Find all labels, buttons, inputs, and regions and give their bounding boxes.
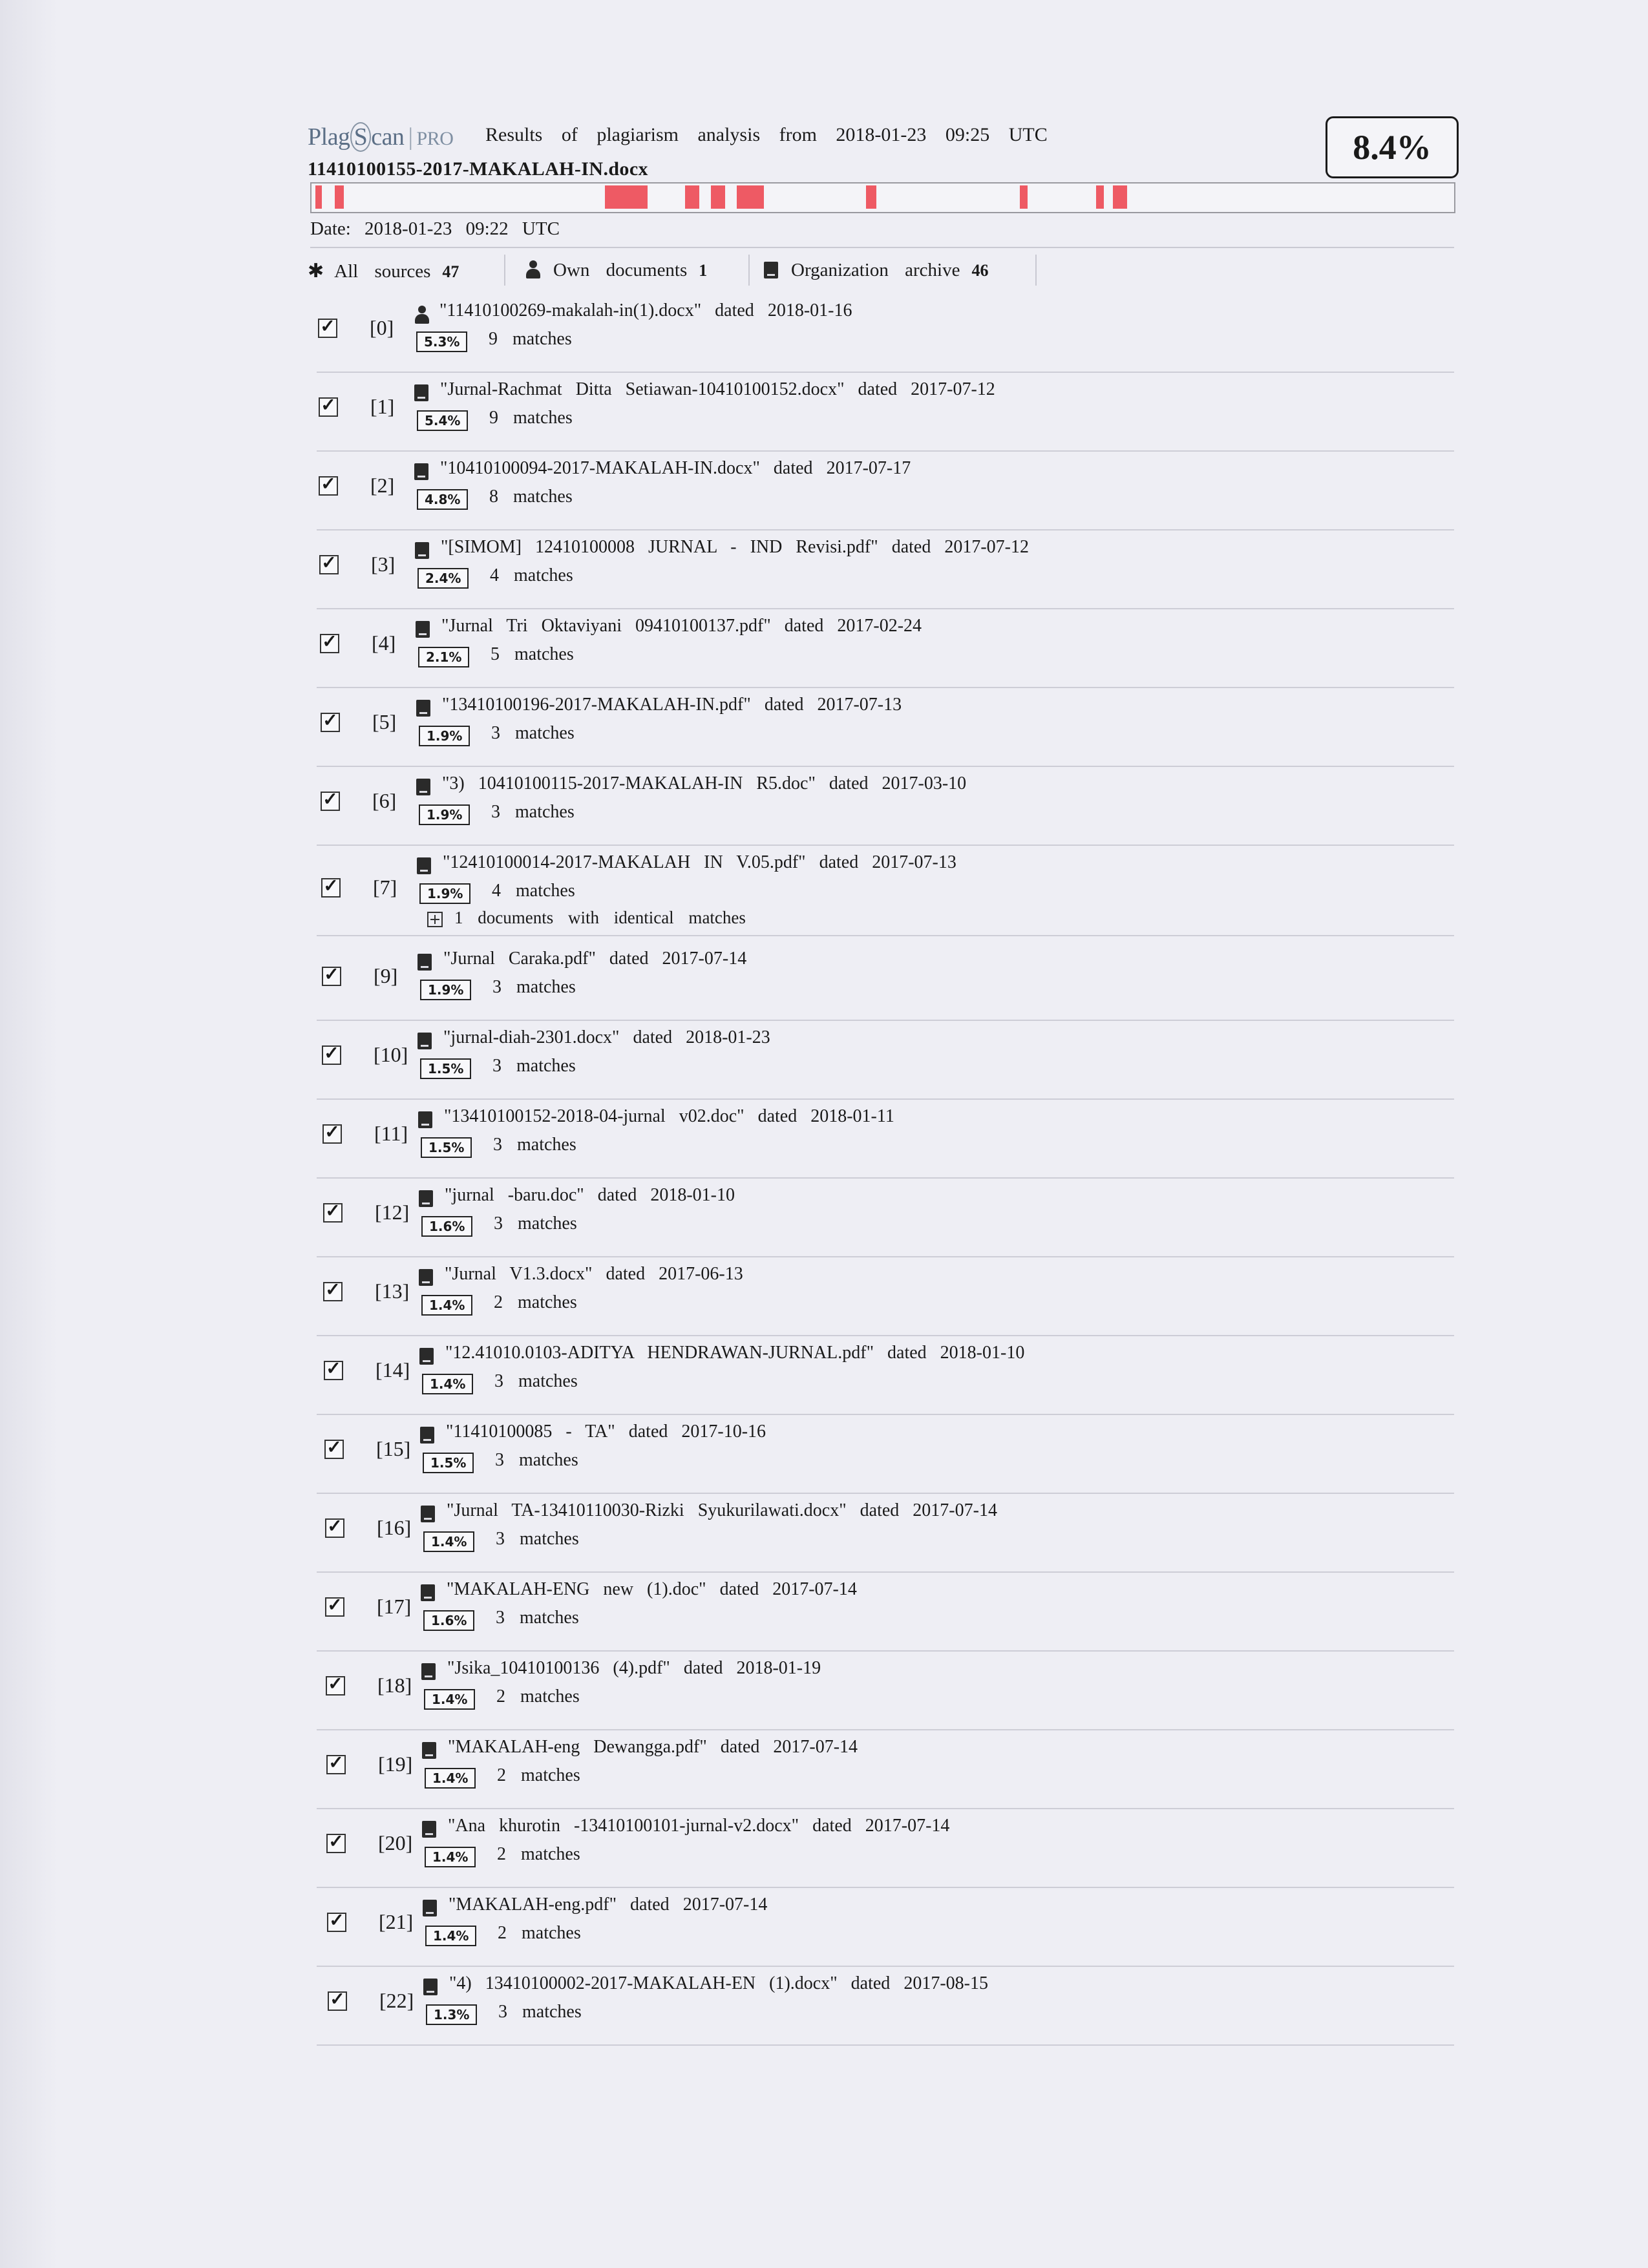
archive-icon [416, 700, 430, 717]
source-title[interactable]: "Ana khurotin -13410100101-jurnal-v2.docx" [448, 1816, 799, 1836]
source-index: [10] [374, 1043, 408, 1066]
match-segment [737, 185, 764, 209]
source-index: [1] [370, 395, 395, 418]
source-title-line[interactable] [448, 1816, 949, 1836]
source-percentage-badge: 1.3% [426, 2004, 477, 2025]
source-index: [5] [372, 710, 397, 733]
source-date: 2017-07-14 [913, 1500, 997, 1520]
source-title[interactable]: "12.41010.0103-ADITYA HENDRAWAN-JURNAL.pdf" [445, 1343, 874, 1363]
dated-label: dated [850, 1973, 891, 1993]
source-index: [12] [375, 1201, 410, 1224]
source-checkbox[interactable]: ✓ [322, 967, 341, 986]
archive-icon [419, 1269, 433, 1286]
source-percentage-badge: 1.4% [424, 1689, 475, 1710]
plagiarism-score: 8.4% [1326, 116, 1459, 178]
source-title[interactable]: "[SIMOM] 12410100008 JURNAL - IND Revisi.pdf" [441, 537, 878, 557]
source-row[interactable] [310, 1415, 1454, 1494]
source-title-line[interactable] [444, 1106, 894, 1127]
source-title[interactable]: "Jurnal TA-13410110030-Rizki Syukurilawati.docx" [447, 1500, 847, 1520]
source-title-line[interactable] [439, 300, 852, 321]
source-checkbox[interactable]: ✓ [322, 1045, 341, 1065]
archive-icon [419, 1190, 433, 1207]
dated-label: dated [683, 1658, 723, 1678]
source-index: [0] [370, 316, 394, 339]
source-match-count: 2 matches [497, 1844, 580, 1864]
source-title-line[interactable] [442, 695, 902, 715]
source-percentage-badge: 1.5% [420, 1058, 471, 1079]
source-title[interactable]: "4) 13410100002-2017-MAKALAH-EN (1).docx" [449, 1973, 838, 1993]
source-date: 2017-07-12 [944, 537, 1029, 557]
source-date: 2018-01-19 [736, 1658, 821, 1678]
source-percentage-badge: 4.8% [417, 489, 468, 510]
source-row[interactable] [310, 688, 1454, 767]
match-segment [1096, 185, 1104, 209]
source-checkbox[interactable]: ✓ [324, 1440, 344, 1459]
match-segment [335, 185, 344, 209]
match-segment [605, 185, 648, 209]
dated-label: dated [606, 1264, 646, 1284]
source-row[interactable] [310, 1573, 1454, 1652]
source-percentage-badge: 1.4% [425, 1926, 476, 1946]
source-percentage-badge: 2.1% [418, 647, 469, 667]
source-title-line[interactable] [449, 1973, 988, 1994]
source-row[interactable] [310, 452, 1454, 530]
archive-icon [422, 1821, 436, 1838]
source-title[interactable]: "3) 10410100115-2017-MAKALAH-IN R5.doc" [442, 773, 816, 793]
source-row[interactable] [310, 1021, 1454, 1100]
plagscan-logo: Plag S can | PRO [308, 123, 454, 151]
source-match-count: 3 matches [492, 1056, 576, 1076]
source-row[interactable] [310, 530, 1454, 609]
dated-label: dated [715, 300, 754, 320]
source-match-count: 3 matches [491, 802, 575, 822]
source-title-line[interactable] [448, 1737, 858, 1758]
source-date: 2017-08-15 [903, 1973, 988, 1993]
source-percentage-badge: 1.6% [423, 1610, 474, 1631]
source-match-count: 2 matches [498, 1923, 581, 1943]
filter-all-sources[interactable]: ✱ All sources 47 [308, 260, 460, 282]
dated-label: dated [887, 1343, 927, 1363]
source-percentage-badge: 1.6% [421, 1216, 472, 1237]
source-percentage-badge: 1.5% [423, 1453, 474, 1473]
source-index: [17] [377, 1595, 412, 1618]
source-index: [11] [374, 1122, 408, 1145]
archive-icon [764, 262, 778, 278]
source-checkbox[interactable]: ✓ [322, 1124, 342, 1144]
source-match-count: 3 matches [496, 1608, 579, 1628]
archive-icon [416, 779, 430, 795]
source-match-count: 2 matches [497, 1765, 580, 1785]
match-segment [1020, 185, 1028, 209]
filter-separator [1035, 255, 1037, 286]
source-row[interactable] [310, 1257, 1454, 1336]
source-percentage-badge: 1.4% [422, 1374, 473, 1394]
source-date: 2018-01-10 [650, 1185, 735, 1205]
source-date: 2017-03-10 [882, 773, 967, 793]
dated-label: dated [719, 1579, 759, 1599]
source-title[interactable]: "Jurnal Caraka.pdf" [443, 949, 596, 969]
dated-label: dated [784, 616, 824, 636]
source-percentage-badge: 5.3% [416, 331, 467, 352]
source-index: [16] [377, 1516, 412, 1539]
source-checkbox[interactable]: ✓ [321, 713, 340, 732]
source-row[interactable] [310, 767, 1454, 846]
dated-label: dated [609, 949, 649, 969]
source-title-line[interactable] [440, 379, 995, 400]
source-index: [6] [372, 789, 397, 812]
source-match-count: 5 matches [491, 644, 574, 664]
source-title[interactable]: "13410100196-2017-MAKALAH-IN.pdf" [442, 695, 751, 715]
source-index: [7] [373, 876, 397, 899]
source-row[interactable] [310, 1652, 1454, 1730]
source-row[interactable] [310, 1100, 1454, 1179]
source-title[interactable]: "11410100269-makalah-in(1).docx" [439, 300, 702, 320]
source-date: 2017-02-24 [837, 616, 922, 636]
source-date: 2017-07-14 [865, 1816, 950, 1836]
source-title-line[interactable] [440, 458, 911, 479]
source-title[interactable]: "Jurnal-Rachmat Ditta Setiawan-10410100152.docx" [440, 379, 845, 399]
source-row[interactable] [310, 1494, 1454, 1573]
source-checkbox[interactable]: ✓ [321, 792, 340, 811]
source-match-count: 3 matches [495, 1450, 578, 1470]
archive-icon [423, 1900, 437, 1916]
source-title[interactable]: "MAKALAH-ENG new (1).doc" [447, 1579, 706, 1599]
source-match-count: 4 matches [490, 565, 573, 585]
source-percentage-badge: 1.9% [419, 804, 470, 825]
source-row[interactable] [310, 609, 1454, 688]
source-match-count: 3 matches [493, 1135, 576, 1155]
row-divider [317, 935, 1454, 936]
source-date: 2017-10-16 [681, 1422, 766, 1442]
source-title[interactable]: "jurnal-diah-2301.docx" [443, 1027, 620, 1047]
source-percentage-badge: 1.4% [421, 1295, 472, 1316]
dated-label: dated [630, 1895, 670, 1915]
source-match-count: 9 matches [489, 408, 573, 428]
source-index: [19] [378, 1752, 413, 1776]
source-match-count: 3 matches [494, 1213, 577, 1234]
archive-icon [420, 1427, 434, 1444]
source-checkbox[interactable]: ✓ [319, 397, 338, 417]
source-percentage-badge: 5.4% [417, 410, 468, 431]
source-row[interactable] [310, 1336, 1454, 1415]
source-date: 2017-07-14 [682, 1895, 768, 1915]
source-row[interactable] [310, 373, 1454, 452]
source-date: 2018-01-10 [940, 1343, 1025, 1363]
source-percentage-badge: 1.9% [419, 726, 470, 746]
source-index: [15] [376, 1437, 411, 1460]
source-match-count: 4 matches [492, 881, 575, 901]
source-checkbox[interactable]: ✓ [325, 1518, 344, 1538]
source-date: 2017-07-13 [872, 852, 956, 872]
source-checkbox[interactable]: ✓ [326, 1834, 346, 1853]
archive-icon [414, 384, 428, 401]
source-title-line[interactable] [443, 949, 746, 969]
source-title-line[interactable] [443, 852, 956, 873]
source-match-count: 3 matches [496, 1529, 579, 1549]
archive-icon [414, 463, 428, 480]
source-match-count: 2 matches [496, 1686, 580, 1706]
source-checkbox[interactable]: ✓ [321, 878, 341, 898]
source-row[interactable] [310, 1179, 1454, 1257]
source-date: 2017-07-14 [662, 949, 747, 969]
source-percentage-badge: 2.4% [417, 568, 469, 589]
dated-label: dated [829, 773, 869, 793]
source-checkbox[interactable]: ✓ [328, 1991, 347, 2011]
dated-label: dated [812, 1816, 852, 1836]
dated-label: dated [633, 1027, 673, 1047]
source-index: [21] [379, 1910, 414, 1933]
source-title[interactable]: "Jurnal Tri Oktaviyani 09410100137.pdf" [441, 616, 771, 636]
source-checkbox[interactable]: ✓ [325, 1597, 344, 1617]
page-edge-shadow [0, 0, 58, 2268]
source-date: 2018-01-11 [810, 1106, 894, 1126]
archive-icon [415, 542, 429, 559]
header-divider [310, 247, 1454, 248]
source-checkbox[interactable]: ✓ [327, 1913, 346, 1932]
row-divider [317, 2044, 1454, 2046]
source-title[interactable]: "Jurnal V1.3.docx" [445, 1264, 593, 1284]
source-row[interactable] [310, 846, 1454, 936]
source-title-line[interactable] [447, 1500, 997, 1521]
source-checkbox[interactable]: ✓ [319, 555, 339, 574]
source-date: 2017-07-14 [773, 1737, 858, 1757]
source-title[interactable]: "10410100094-2017-MAKALAH-IN.docx" [440, 458, 760, 478]
source-percentage-badge: 1.9% [419, 883, 470, 904]
source-checkbox[interactable]: ✓ [319, 476, 338, 496]
filter-own-documents[interactable]: Own documents 1 [525, 260, 707, 281]
dated-label: dated [764, 695, 804, 715]
source-title[interactable]: "13410100152-2018-04-jurnal v02.doc" [444, 1106, 745, 1126]
source-title-line[interactable] [445, 1185, 735, 1206]
source-match-count: 9 matches [489, 329, 572, 349]
source-checkbox[interactable]: ✓ [318, 319, 337, 338]
source-row[interactable] [310, 294, 1454, 373]
source-checkbox[interactable]: ✓ [326, 1755, 346, 1774]
archive-icon [417, 857, 431, 874]
source-index: [3] [371, 552, 396, 576]
archive-icon [422, 1742, 436, 1759]
source-title-line[interactable] [446, 1422, 766, 1442]
source-title[interactable]: "11410100085 - TA" [446, 1422, 615, 1442]
source-percentage-badge: 1.4% [423, 1531, 474, 1552]
source-title-line[interactable] [443, 1027, 770, 1048]
dated-label: dated [773, 458, 813, 478]
archive-icon [417, 954, 432, 971]
match-segment [315, 185, 322, 209]
dated-label: dated [858, 379, 898, 399]
archive-icon [423, 1979, 438, 1995]
source-title[interactable]: "Jsika_10410100136 (4).pdf" [447, 1658, 670, 1678]
source-row[interactable] [310, 942, 1454, 1021]
source-match-count: 8 matches [489, 487, 573, 507]
archive-icon [421, 1584, 435, 1601]
source-title[interactable]: "jurnal -baru.doc" [445, 1185, 584, 1205]
source-index: [9] [374, 964, 398, 987]
dated-label: dated [860, 1500, 900, 1520]
archive-icon [421, 1663, 436, 1680]
source-date: 2017-07-14 [772, 1579, 857, 1599]
archive-icon [417, 1033, 432, 1049]
source-checkbox[interactable]: ✓ [326, 1676, 345, 1696]
archive-icon [421, 1506, 435, 1522]
source-checkbox[interactable]: ✓ [323, 1203, 343, 1223]
source-checkbox[interactable]: ✓ [323, 1282, 343, 1301]
analysis-date: Date: 2018-01-23 09:22 UTC [310, 218, 560, 239]
match-segment [1113, 185, 1127, 209]
source-date: 2018-01-16 [767, 300, 852, 320]
match-segment [685, 185, 699, 209]
source-title-line[interactable] [442, 773, 966, 794]
match-segment [711, 185, 725, 209]
source-date: 2018-01-23 [686, 1027, 770, 1047]
source-title-line[interactable] [449, 1895, 767, 1915]
source-match-count: 3 matches [491, 723, 575, 743]
source-match-count: 3 matches [492, 977, 576, 997]
source-percentage-badge: 1.9% [420, 980, 471, 1000]
source-percentage-badge: 1.4% [425, 1768, 476, 1789]
asterisk-icon: ✱ [308, 260, 324, 282]
source-index: [22] [379, 1989, 414, 2012]
person-icon [525, 260, 542, 278]
person-icon [414, 306, 430, 324]
source-index: [20] [378, 1831, 413, 1854]
source-percentage-badge: 1.4% [425, 1847, 476, 1867]
source-index: [18] [377, 1674, 412, 1697]
source-date: 2017-07-12 [911, 379, 995, 399]
expand-plus-icon[interactable] [427, 912, 443, 927]
source-title-line[interactable] [441, 616, 922, 636]
source-row[interactable] [310, 1809, 1454, 1888]
dated-label: dated [720, 1737, 760, 1757]
source-row[interactable] [310, 1888, 1454, 1967]
source-match-count: 3 matches [498, 2002, 582, 2022]
source-index: [4] [372, 631, 396, 655]
source-percentage-badge: 1.5% [421, 1137, 472, 1158]
source-title[interactable]: "MAKALAH-eng Dewangga.pdf" [448, 1737, 707, 1757]
source-date: 2017-06-13 [659, 1264, 743, 1284]
filter-separator [748, 255, 750, 286]
dated-label: dated [819, 852, 859, 872]
source-title[interactable]: "12410100014-2017-MAKALAH IN V.05.pdf" [443, 852, 806, 872]
archive-icon [416, 621, 430, 638]
source-title-line[interactable] [447, 1579, 857, 1600]
match-segment [866, 185, 876, 209]
filter-separator [504, 255, 505, 286]
document-filename: 11410100155-2017-MAKALAH-IN.docx [308, 158, 648, 180]
archive-icon [419, 1348, 434, 1365]
source-title-line[interactable] [441, 537, 1029, 558]
filter-organization-archive[interactable]: Organization archive 46 [764, 260, 988, 281]
source-match-count: 2 matches [494, 1292, 577, 1312]
results-heading: Results of plagiarism analysis from 2018-01-23 09:25 UTC [485, 124, 1048, 145]
identical-documents-toggle[interactable]: 1 documents with identical matches [427, 908, 746, 928]
source-index: [13] [375, 1279, 410, 1303]
source-title-line[interactable] [445, 1343, 1024, 1363]
source-match-count: 3 matches [494, 1371, 578, 1391]
dated-label: dated [628, 1422, 668, 1442]
dated-label: dated [597, 1185, 637, 1205]
source-row[interactable] [310, 1730, 1454, 1809]
source-index: [14] [375, 1358, 410, 1381]
dated-label: dated [891, 537, 931, 557]
archive-icon [418, 1111, 432, 1128]
source-checkbox[interactable]: ✓ [324, 1361, 343, 1380]
source-title-line[interactable] [447, 1658, 821, 1679]
source-checkbox[interactable]: ✓ [320, 634, 339, 653]
match-distribution-bar [310, 182, 1455, 213]
source-date: 2017-07-13 [817, 695, 902, 715]
source-row[interactable] [310, 1967, 1454, 2046]
source-title-line[interactable] [445, 1264, 743, 1285]
source-index: [2] [370, 474, 395, 497]
dated-label: dated [757, 1106, 798, 1126]
source-title[interactable]: "MAKALAH-eng.pdf" [449, 1895, 617, 1915]
source-date: 2017-07-17 [826, 458, 911, 478]
